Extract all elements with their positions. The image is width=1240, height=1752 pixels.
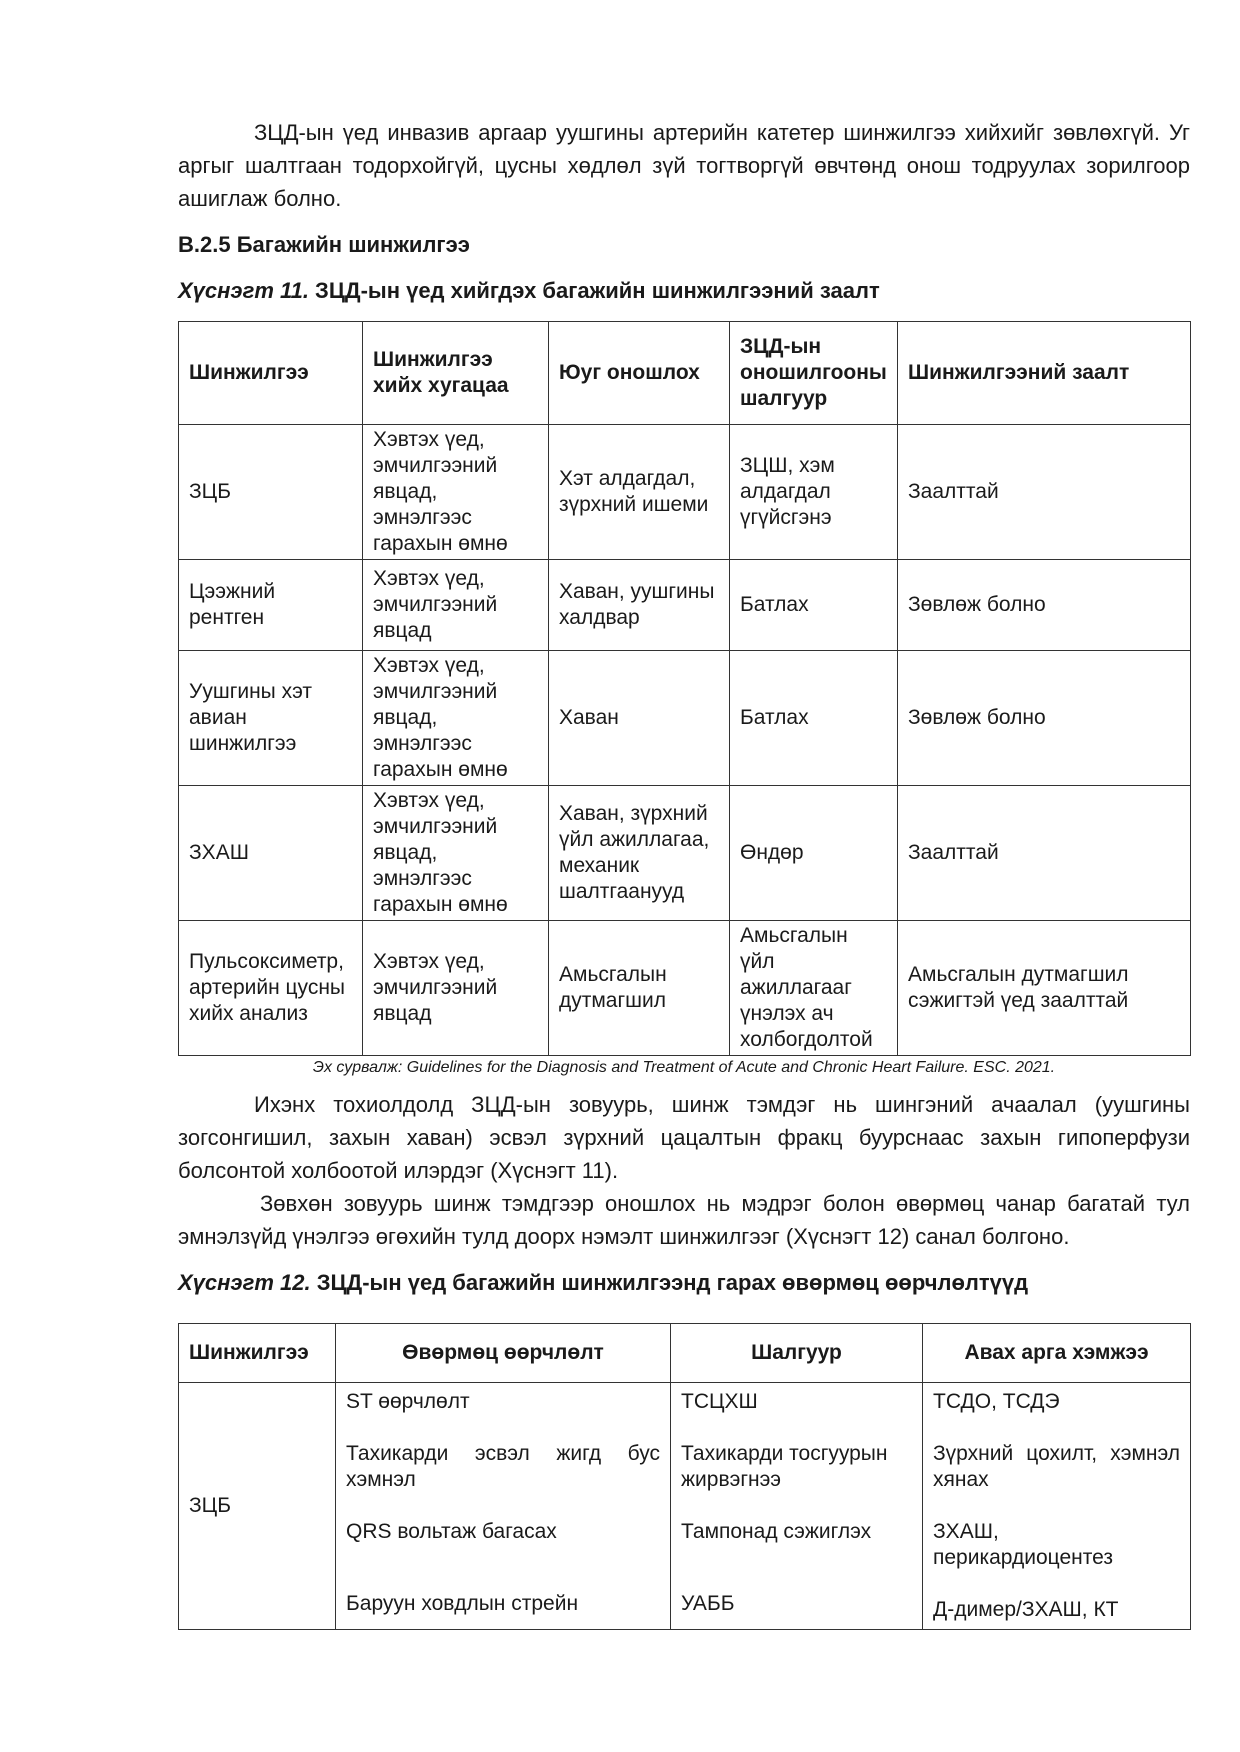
table-cell: Хэвтэх үед, эмчилгээний явцад [363, 560, 549, 651]
paragraph-2: Ихэнх тохиолдолд ЗЦД-ын зовуурь, шинж тэмдэг нь шингэний ачаалал (уушгины зогсонгишил, захын хаван) эсвэл зүрхний цацалтын фракц буурснаас захын гипоперфузи болсонтой холбоотой илэрдэг (Хүснэгт 11). [178, 1092, 1190, 1183]
table-cell: Амьсгалын дутмагшил [549, 921, 730, 1056]
table-cell-actions [923, 1383, 1191, 1630]
table11-caption [178, 275, 1190, 307]
list-item: QRS вольтаж багасах [346, 1520, 557, 1543]
table11-header-cell: Шинжилгээний заалт [898, 322, 1191, 425]
document-page [178, 116, 1190, 1630]
list-item: ЗХАШ, перикардиоцентез [933, 1520, 1113, 1569]
table12-header-cell: Өвөрмөц өөрчлөлт [336, 1324, 671, 1383]
table-cell: Заалттай [898, 425, 1191, 560]
table-cell: Өндөр [730, 786, 898, 921]
table-11 [178, 321, 1191, 1056]
table-cell: Амьсгалын дутмагшил сэжигтэй үед заалттай [898, 921, 1191, 1056]
table11-header-row [179, 322, 1191, 425]
table-row [179, 560, 1191, 651]
table11-source: Эх сурвалж: Guidelines for the Diagnosis and Treatment of Acute and Chronic Heart Failure. ESC. 2021. [312, 1059, 1056, 1076]
table-row [179, 921, 1191, 1056]
table-cell: Зөвлөж болно [898, 651, 1191, 786]
section-heading: B.2.5 Багажийн шинжилгээ [178, 232, 470, 257]
list-item: Баруун ховдлын стрейн [346, 1592, 579, 1615]
table12-header-row [179, 1324, 1191, 1383]
table11-header-cell: Шинжилгээ хийх хугацаа [363, 322, 549, 425]
table-cell-changes [336, 1383, 671, 1630]
table11-header-cell: Юуг оношлох [549, 322, 730, 425]
table-12 [178, 1323, 1191, 1630]
table-cell: Амьсгалын үйл ажиллагааг үнэлэх ач холбогдолтой [730, 921, 898, 1056]
table-cell: Уушгины хэт авиан шинжилгээ [179, 651, 363, 786]
table-cell: Зөвлөж болно [898, 560, 1191, 651]
table-cell: Батлах [730, 651, 898, 786]
table12-caption-title: ЗЦД-ын үед багажийн шинжилгээнд гарах өвөрмөц өөрчлөлтүүд [310, 1270, 1029, 1295]
table-row [179, 651, 1191, 786]
table-cell: Батлах [730, 560, 898, 651]
table12-caption [178, 1267, 1190, 1299]
list-item: Тахикарди эсвэл жигд бус хэмнэл [346, 1442, 660, 1491]
table-cell: ЗХАШ [179, 786, 363, 921]
table-cell: Пульсоксиметр, артерийн цусны хийх анализ [179, 921, 363, 1056]
table-cell: ЗЦБ [179, 1383, 336, 1630]
paragraph-3: Зөвхөн зовуурь шинж тэмдгээр оношлох нь мэдрэг болон өвөрмөц чанар багатай тул эмнэлзүйд үнэлгээ өгөхийн тулд доорх нэмэлт шинжилгээг (Хүснэгт 12) санал болгоно. [178, 1191, 1190, 1249]
table-cell: Хаван, зүрхний үйл ажиллагаа, механик шалтгаанууд [549, 786, 730, 921]
table11-caption-title: ЗЦД-ын үед хийгдэх багажийн шинжилгээний заалт [308, 278, 880, 303]
table-cell: Хэт алдагдал, зүрхний ишеми [549, 425, 730, 560]
table-cell: Хэвтэх үед, эмчилгээний явцад [363, 921, 549, 1056]
table12-header-cell: Шалгуур [671, 1324, 923, 1383]
list-item: УАББ [681, 1592, 735, 1615]
list-item: Д-димер/ЗХАШ, КТ [933, 1598, 1119, 1621]
table11-caption-label: Хүснэгт 11. [178, 278, 309, 303]
table12-header-cell: Авах арга хэмжээ [923, 1324, 1191, 1383]
table12-header-cell: Шинжилгээ [179, 1324, 336, 1383]
table-cell: Цээжний рентген [179, 560, 363, 651]
table-cell: ЗЦБ [179, 425, 363, 560]
table-cell: Заалттай [898, 786, 1191, 921]
list-item: Тампонад сэжиглэх [681, 1520, 872, 1543]
list-item: ТСДО, ТСДЭ [933, 1390, 1060, 1413]
table-cell: Хаван, уушгины халдвар [549, 560, 730, 651]
table-cell: Хэвтэх үед, эмчилгээний явцад, эмнэлгээс гарахын өмнө [363, 651, 549, 786]
table-row [179, 786, 1191, 921]
table-row [179, 425, 1191, 560]
table-cell: Хэвтэх үед, эмчилгээний явцад, эмнэлгээс гарахын өмнө [363, 786, 549, 921]
list-item: ST өөрчлөлт [346, 1390, 470, 1413]
table-cell-criteria [671, 1383, 923, 1630]
table-row [179, 1383, 1191, 1630]
list-item: Зүрхний цохилт, хэмнэл хянах [933, 1442, 1180, 1491]
list-item: ТСЦХШ [681, 1390, 758, 1413]
table-cell: Хаван [549, 651, 730, 786]
table11-header-cell: Шинжилгээ [179, 322, 363, 425]
table12-caption-label: Хүснэгт 12. [178, 1270, 311, 1295]
intro-paragraph: ЗЦД-ын үед инвазив аргаар уушгины артерийн катетер шинжилгээ хийхийг зөвлөхгүй. Уг аргыг шалтгаан тодорхойгүй, цусны хөдлөл зүй тогтворгүй өвчтөнд онош тодруулах зорилгоор ашиглаж болно. [178, 120, 1190, 211]
table11-header-cell: ЗЦД-ын оношилгооны шалгуур [730, 322, 898, 425]
table-cell: ЗЦШ, хэм алдагдал үгүйсгэнэ [730, 425, 898, 560]
list-item: Тахикарди тосгуурын жирвэгнээ [681, 1442, 888, 1491]
table-cell: Хэвтэх үед, эмчилгээний явцад, эмнэлгээс гарахын өмнө [363, 425, 549, 560]
